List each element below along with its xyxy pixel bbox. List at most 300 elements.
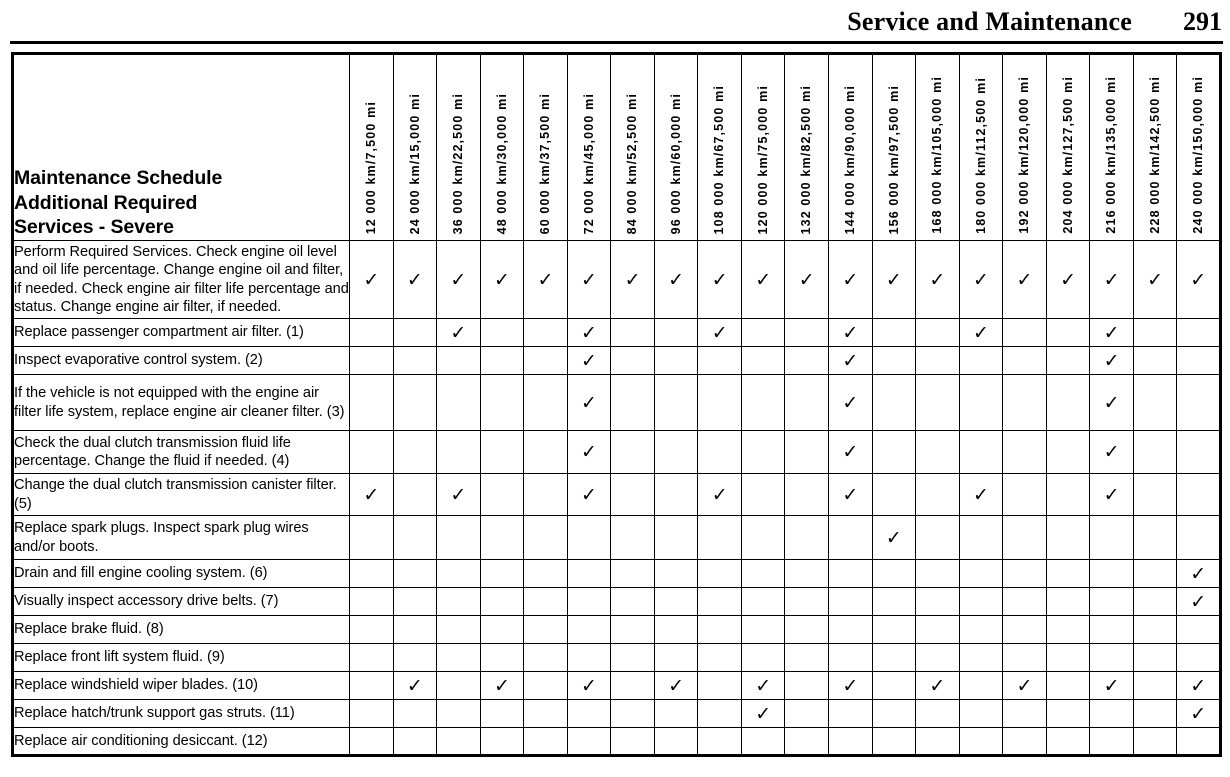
service-required-cell	[959, 474, 1003, 516]
service-required-cell	[1090, 241, 1134, 319]
service-not-required-cell	[916, 588, 960, 616]
service-not-required-cell	[1003, 700, 1047, 728]
service-not-required-cell	[480, 375, 524, 431]
service-not-required-cell	[1133, 375, 1177, 431]
interval-column-header	[567, 54, 611, 241]
service-not-required-cell	[1003, 347, 1047, 375]
service-required-cell	[567, 319, 611, 347]
service-not-required-cell	[872, 431, 916, 474]
service-not-required-cell	[916, 700, 960, 728]
service-not-required-cell	[785, 431, 829, 474]
service-required-cell	[785, 241, 829, 319]
service-not-required-cell	[916, 728, 960, 756]
service-not-required-cell	[350, 347, 394, 375]
checkmark-icon: ✓	[1103, 321, 1120, 344]
service-not-required-cell	[524, 560, 568, 588]
interval-column-header-label: 60 000 km/37,500 mi	[538, 92, 553, 234]
service-not-required-cell	[959, 616, 1003, 644]
service-not-required-cell	[567, 560, 611, 588]
interval-column-header	[611, 54, 655, 241]
checkmark-icon: ✓	[1147, 268, 1164, 291]
service-not-required-cell	[1003, 474, 1047, 516]
service-not-required-cell	[393, 319, 437, 347]
service-required-cell	[1177, 700, 1221, 728]
service-not-required-cell	[1090, 588, 1134, 616]
service-not-required-cell	[959, 700, 1003, 728]
interval-column-header	[872, 54, 916, 241]
service-required-cell	[829, 375, 873, 431]
service-not-required-cell	[654, 616, 698, 644]
service-required-cell	[567, 672, 611, 700]
service-not-required-cell	[437, 375, 481, 431]
service-not-required-cell	[1003, 728, 1047, 756]
service-not-required-cell	[698, 347, 742, 375]
service-required-cell	[698, 241, 742, 319]
service-not-required-cell	[872, 588, 916, 616]
service-not-required-cell	[785, 700, 829, 728]
service-not-required-cell	[1003, 588, 1047, 616]
service-required-cell	[654, 672, 698, 700]
interval-column-header-label: 228 000 km/142,500 mi	[1147, 76, 1162, 234]
service-required-cell	[1177, 672, 1221, 700]
service-not-required-cell	[1003, 516, 1047, 560]
task-description-cell: Change the dual clutch transmission canister filter. (5)	[13, 474, 350, 516]
service-not-required-cell	[393, 474, 437, 516]
interval-column-header	[1003, 54, 1047, 241]
service-not-required-cell	[1133, 474, 1177, 516]
interval-column-header	[350, 54, 394, 241]
interval-column-header-label: 204 000 km/127,500 mi	[1060, 76, 1075, 234]
service-not-required-cell	[872, 644, 916, 672]
service-not-required-cell	[1133, 560, 1177, 588]
service-not-required-cell	[1003, 375, 1047, 431]
service-not-required-cell	[1046, 560, 1090, 588]
service-not-required-cell	[1177, 375, 1221, 431]
service-not-required-cell	[611, 728, 655, 756]
service-not-required-cell	[654, 431, 698, 474]
service-not-required-cell	[1046, 728, 1090, 756]
service-required-cell	[872, 241, 916, 319]
table-row	[13, 347, 1221, 375]
service-not-required-cell	[1090, 700, 1134, 728]
service-not-required-cell	[393, 375, 437, 431]
interval-column-header	[393, 54, 437, 241]
service-not-required-cell	[480, 728, 524, 756]
service-not-required-cell	[350, 644, 394, 672]
service-not-required-cell	[350, 431, 394, 474]
interval-column-header-label: 180 000 km/112,500 mi	[973, 77, 988, 234]
service-not-required-cell	[829, 616, 873, 644]
service-not-required-cell	[1133, 588, 1177, 616]
service-not-required-cell	[350, 728, 394, 756]
service-not-required-cell	[1046, 588, 1090, 616]
service-required-cell	[829, 241, 873, 319]
checkmark-icon: ✓	[406, 268, 423, 291]
service-not-required-cell	[480, 560, 524, 588]
service-not-required-cell	[567, 588, 611, 616]
service-not-required-cell	[524, 700, 568, 728]
service-not-required-cell	[611, 700, 655, 728]
service-not-required-cell	[567, 644, 611, 672]
service-not-required-cell	[437, 700, 481, 728]
service-not-required-cell	[916, 347, 960, 375]
checkmark-icon: ✓	[711, 321, 728, 344]
service-required-cell	[524, 241, 568, 319]
service-not-required-cell	[393, 728, 437, 756]
service-not-required-cell	[654, 474, 698, 516]
service-not-required-cell	[480, 700, 524, 728]
interval-column-header-label: 72 000 km/45,000 mi	[581, 92, 596, 234]
service-not-required-cell	[829, 700, 873, 728]
service-required-cell	[437, 241, 481, 319]
checkmark-icon: ✓	[842, 391, 859, 414]
service-not-required-cell	[524, 319, 568, 347]
interval-column-header-label: 132 000 km/82,500 mi	[799, 84, 814, 234]
service-required-cell	[567, 474, 611, 516]
checkmark-icon: ✓	[1190, 268, 1207, 291]
service-required-cell	[872, 516, 916, 560]
checkmark-icon: ✓	[450, 483, 467, 506]
service-required-cell	[393, 241, 437, 319]
service-required-cell	[829, 431, 873, 474]
task-description-cell: Check the dual clutch transmission fluid life percentage. Change the fluid if needed. (4)	[13, 431, 350, 474]
service-not-required-cell	[959, 347, 1003, 375]
service-not-required-cell	[524, 728, 568, 756]
interval-column-header-label: 144 000 km/90,000 mi	[843, 84, 858, 234]
service-required-cell	[1003, 241, 1047, 319]
service-not-required-cell	[872, 728, 916, 756]
table-row	[13, 241, 1221, 319]
service-not-required-cell	[480, 319, 524, 347]
service-not-required-cell	[654, 319, 698, 347]
service-not-required-cell	[1090, 644, 1134, 672]
service-required-cell	[698, 319, 742, 347]
service-not-required-cell	[872, 347, 916, 375]
checkmark-icon: ✓	[581, 441, 597, 463]
service-required-cell	[437, 319, 481, 347]
service-not-required-cell	[393, 616, 437, 644]
interval-column-header-label: 36 000 km/22,500 mi	[451, 92, 466, 234]
service-not-required-cell	[741, 560, 785, 588]
service-not-required-cell	[1177, 474, 1221, 516]
service-required-cell	[1177, 560, 1221, 588]
service-not-required-cell	[698, 700, 742, 728]
task-description-cell: Visually inspect accessory drive belts. (7)	[13, 588, 350, 616]
checkmark-icon: ✓	[1103, 441, 1120, 463]
checkmark-icon: ✓	[1190, 590, 1207, 613]
interval-column-header	[654, 54, 698, 241]
task-description-cell: Replace spark plugs. Inspect spark plug wires and/or boots.	[13, 516, 350, 560]
interval-column-header	[480, 54, 524, 241]
task-column-header-line: Additional Required	[14, 191, 198, 214]
service-not-required-cell	[916, 560, 960, 588]
service-not-required-cell	[698, 560, 742, 588]
checkmark-icon: ✓	[581, 391, 597, 414]
service-required-cell	[567, 347, 611, 375]
service-not-required-cell	[654, 588, 698, 616]
service-not-required-cell	[654, 375, 698, 431]
service-not-required-cell	[959, 560, 1003, 588]
service-not-required-cell	[741, 516, 785, 560]
service-not-required-cell	[916, 616, 960, 644]
service-not-required-cell	[741, 588, 785, 616]
checkmark-icon: ✓	[972, 321, 989, 344]
task-description-cell: Replace windshield wiper blades. (10)	[13, 672, 350, 700]
service-not-required-cell	[524, 516, 568, 560]
service-not-required-cell	[1046, 516, 1090, 560]
service-not-required-cell	[480, 644, 524, 672]
checkmark-icon: ✓	[885, 268, 902, 291]
service-not-required-cell	[524, 474, 568, 516]
service-required-cell	[393, 672, 437, 700]
header-title: Service and Maintenance	[847, 7, 1132, 36]
service-not-required-cell	[1046, 474, 1090, 516]
service-not-required-cell	[611, 431, 655, 474]
service-not-required-cell	[1177, 431, 1221, 474]
service-not-required-cell	[611, 319, 655, 347]
service-not-required-cell	[785, 347, 829, 375]
service-required-cell	[959, 319, 1003, 347]
service-not-required-cell	[437, 516, 481, 560]
service-not-required-cell	[437, 347, 481, 375]
service-not-required-cell	[1046, 700, 1090, 728]
checkmark-icon: ✓	[972, 268, 989, 291]
service-not-required-cell	[916, 516, 960, 560]
service-not-required-cell	[654, 347, 698, 375]
service-not-required-cell	[785, 375, 829, 431]
service-not-required-cell	[872, 560, 916, 588]
task-description-cell: Inspect evaporative control system. (2)	[13, 347, 350, 375]
service-not-required-cell	[393, 560, 437, 588]
service-not-required-cell	[1003, 644, 1047, 672]
service-not-required-cell	[1133, 347, 1177, 375]
service-required-cell	[1177, 241, 1221, 319]
service-not-required-cell	[437, 616, 481, 644]
service-not-required-cell	[1177, 644, 1221, 672]
service-not-required-cell	[611, 375, 655, 431]
service-not-required-cell	[741, 375, 785, 431]
service-not-required-cell	[785, 516, 829, 560]
checkmark-icon: ✓	[668, 674, 685, 697]
service-not-required-cell	[1133, 616, 1177, 644]
service-not-required-cell	[1133, 516, 1177, 560]
interval-column-header-label: 48 000 km/30,000 mi	[494, 92, 509, 234]
service-not-required-cell	[1046, 319, 1090, 347]
service-not-required-cell	[350, 588, 394, 616]
service-not-required-cell	[524, 431, 568, 474]
interval-column-header-label: 12 000 km/7,500 mi	[364, 100, 379, 234]
service-not-required-cell	[524, 347, 568, 375]
task-description-cell: Replace hatch/trunk support gas struts. (11)	[13, 700, 350, 728]
service-not-required-cell	[959, 516, 1003, 560]
checkmark-icon: ✓	[450, 321, 467, 344]
service-not-required-cell	[1090, 560, 1134, 588]
service-not-required-cell	[829, 644, 873, 672]
service-not-required-cell	[437, 644, 481, 672]
interval-column-header	[1133, 54, 1177, 241]
service-not-required-cell	[1046, 431, 1090, 474]
interval-column-header	[1046, 54, 1090, 241]
checkmark-icon: ✓	[581, 268, 597, 291]
service-required-cell	[567, 375, 611, 431]
service-not-required-cell	[741, 474, 785, 516]
service-not-required-cell	[1133, 319, 1177, 347]
service-not-required-cell	[480, 474, 524, 516]
checkmark-icon: ✓	[406, 674, 423, 697]
service-not-required-cell	[785, 560, 829, 588]
service-not-required-cell	[437, 560, 481, 588]
service-not-required-cell	[785, 616, 829, 644]
checkmark-icon: ✓	[755, 268, 772, 291]
task-description-cell: Replace air conditioning desiccant. (12)	[13, 728, 350, 756]
running-header	[0, 0, 1230, 44]
service-not-required-cell	[1133, 728, 1177, 756]
checkmark-icon: ✓	[755, 674, 772, 697]
checkmark-icon: ✓	[929, 268, 946, 291]
interval-column-header-label: 120 000 km/75,000 mi	[755, 84, 770, 234]
service-not-required-cell	[437, 588, 481, 616]
service-not-required-cell	[829, 588, 873, 616]
checkmark-icon: ✓	[450, 268, 467, 291]
service-not-required-cell	[698, 375, 742, 431]
service-not-required-cell	[698, 644, 742, 672]
service-not-required-cell	[480, 588, 524, 616]
interval-column-header	[1090, 54, 1134, 241]
service-required-cell	[741, 241, 785, 319]
service-not-required-cell	[872, 474, 916, 516]
service-not-required-cell	[959, 588, 1003, 616]
checkmark-icon: ✓	[972, 483, 989, 506]
interval-column-header	[698, 54, 742, 241]
service-required-cell	[1090, 431, 1134, 474]
service-not-required-cell	[916, 644, 960, 672]
service-not-required-cell	[872, 700, 916, 728]
service-required-cell	[1090, 672, 1134, 700]
page-number: 291	[1183, 7, 1222, 36]
service-not-required-cell	[393, 347, 437, 375]
service-not-required-cell	[654, 560, 698, 588]
table-row	[13, 728, 1221, 756]
service-required-cell	[698, 474, 742, 516]
service-not-required-cell	[480, 431, 524, 474]
checkmark-icon: ✓	[1016, 674, 1033, 697]
service-not-required-cell	[393, 516, 437, 560]
service-not-required-cell	[1133, 431, 1177, 474]
service-not-required-cell	[393, 644, 437, 672]
service-not-required-cell	[350, 616, 394, 644]
service-not-required-cell	[567, 728, 611, 756]
service-not-required-cell	[741, 644, 785, 672]
service-not-required-cell	[829, 516, 873, 560]
checkmark-icon: ✓	[885, 526, 902, 549]
service-not-required-cell	[1177, 728, 1221, 756]
table-row	[13, 644, 1221, 672]
interval-column-header-label: 192 000 km/120,000 mi	[1017, 76, 1032, 234]
service-not-required-cell	[1177, 616, 1221, 644]
service-required-cell	[1090, 347, 1134, 375]
service-not-required-cell	[480, 516, 524, 560]
checkmark-icon: ✓	[842, 349, 859, 372]
task-description-cell: Replace passenger compartment air filter. (1)	[13, 319, 350, 347]
service-required-cell	[480, 672, 524, 700]
service-not-required-cell	[1090, 616, 1134, 644]
service-required-cell	[350, 241, 394, 319]
service-not-required-cell	[611, 516, 655, 560]
checkmark-icon: ✓	[1190, 562, 1207, 585]
task-description-cell: Perform Required Services. Check engine oil level and oil life percentage. Change engine oil and filter, if needed. Check engine air filter life percentage and status. Change engine air filter, if needed.	[13, 241, 350, 319]
checkmark-icon: ✓	[581, 674, 597, 697]
table-head	[13, 54, 1221, 241]
interval-column-header-label: 240 000 km/150,000 mi	[1190, 76, 1205, 234]
service-not-required-cell	[1003, 560, 1047, 588]
checkmark-icon: ✓	[493, 674, 510, 697]
service-required-cell	[567, 241, 611, 319]
maintenance-schedule-table	[11, 52, 1222, 757]
service-required-cell	[611, 241, 655, 319]
service-not-required-cell	[437, 672, 481, 700]
service-not-required-cell	[1046, 672, 1090, 700]
service-not-required-cell	[785, 474, 829, 516]
service-required-cell	[829, 347, 873, 375]
checkmark-icon: ✓	[842, 441, 859, 463]
checkmark-icon: ✓	[755, 702, 772, 725]
service-not-required-cell	[741, 319, 785, 347]
service-required-cell	[1133, 241, 1177, 319]
service-not-required-cell	[611, 560, 655, 588]
service-not-required-cell	[916, 375, 960, 431]
interval-column-header	[741, 54, 785, 241]
checkmark-icon: ✓	[1103, 483, 1120, 506]
checkmark-icon: ✓	[363, 268, 380, 291]
service-required-cell	[916, 672, 960, 700]
service-not-required-cell	[829, 560, 873, 588]
service-not-required-cell	[1003, 616, 1047, 644]
service-not-required-cell	[1003, 319, 1047, 347]
task-column-header	[13, 54, 350, 241]
table-row	[13, 375, 1221, 431]
service-not-required-cell	[654, 644, 698, 672]
service-not-required-cell	[785, 672, 829, 700]
service-not-required-cell	[524, 616, 568, 644]
service-not-required-cell	[393, 700, 437, 728]
service-not-required-cell	[785, 319, 829, 347]
interval-column-header-label: 96 000 km/60,000 mi	[668, 92, 683, 234]
service-not-required-cell	[1046, 644, 1090, 672]
service-required-cell	[741, 700, 785, 728]
service-required-cell	[654, 241, 698, 319]
task-description-cell: Replace brake fluid. (8)	[13, 616, 350, 644]
interval-column-header-label: 24 000 km/15,000 mi	[407, 92, 422, 234]
service-not-required-cell	[1177, 319, 1221, 347]
service-not-required-cell	[785, 588, 829, 616]
interval-column-header-label: 216 000 km/135,000 mi	[1104, 76, 1119, 234]
checkmark-icon: ✓	[1103, 268, 1120, 291]
service-not-required-cell	[350, 560, 394, 588]
service-not-required-cell	[959, 375, 1003, 431]
service-not-required-cell	[567, 700, 611, 728]
service-not-required-cell	[611, 588, 655, 616]
checkmark-icon: ✓	[1060, 268, 1076, 291]
service-required-cell	[480, 241, 524, 319]
service-not-required-cell	[480, 347, 524, 375]
service-not-required-cell	[350, 319, 394, 347]
service-not-required-cell	[1177, 347, 1221, 375]
interval-column-header-label: 168 000 km/105,000 mi	[930, 76, 945, 234]
header-row	[13, 54, 1221, 241]
table-row	[13, 672, 1221, 700]
service-not-required-cell	[785, 644, 829, 672]
service-not-required-cell	[654, 728, 698, 756]
